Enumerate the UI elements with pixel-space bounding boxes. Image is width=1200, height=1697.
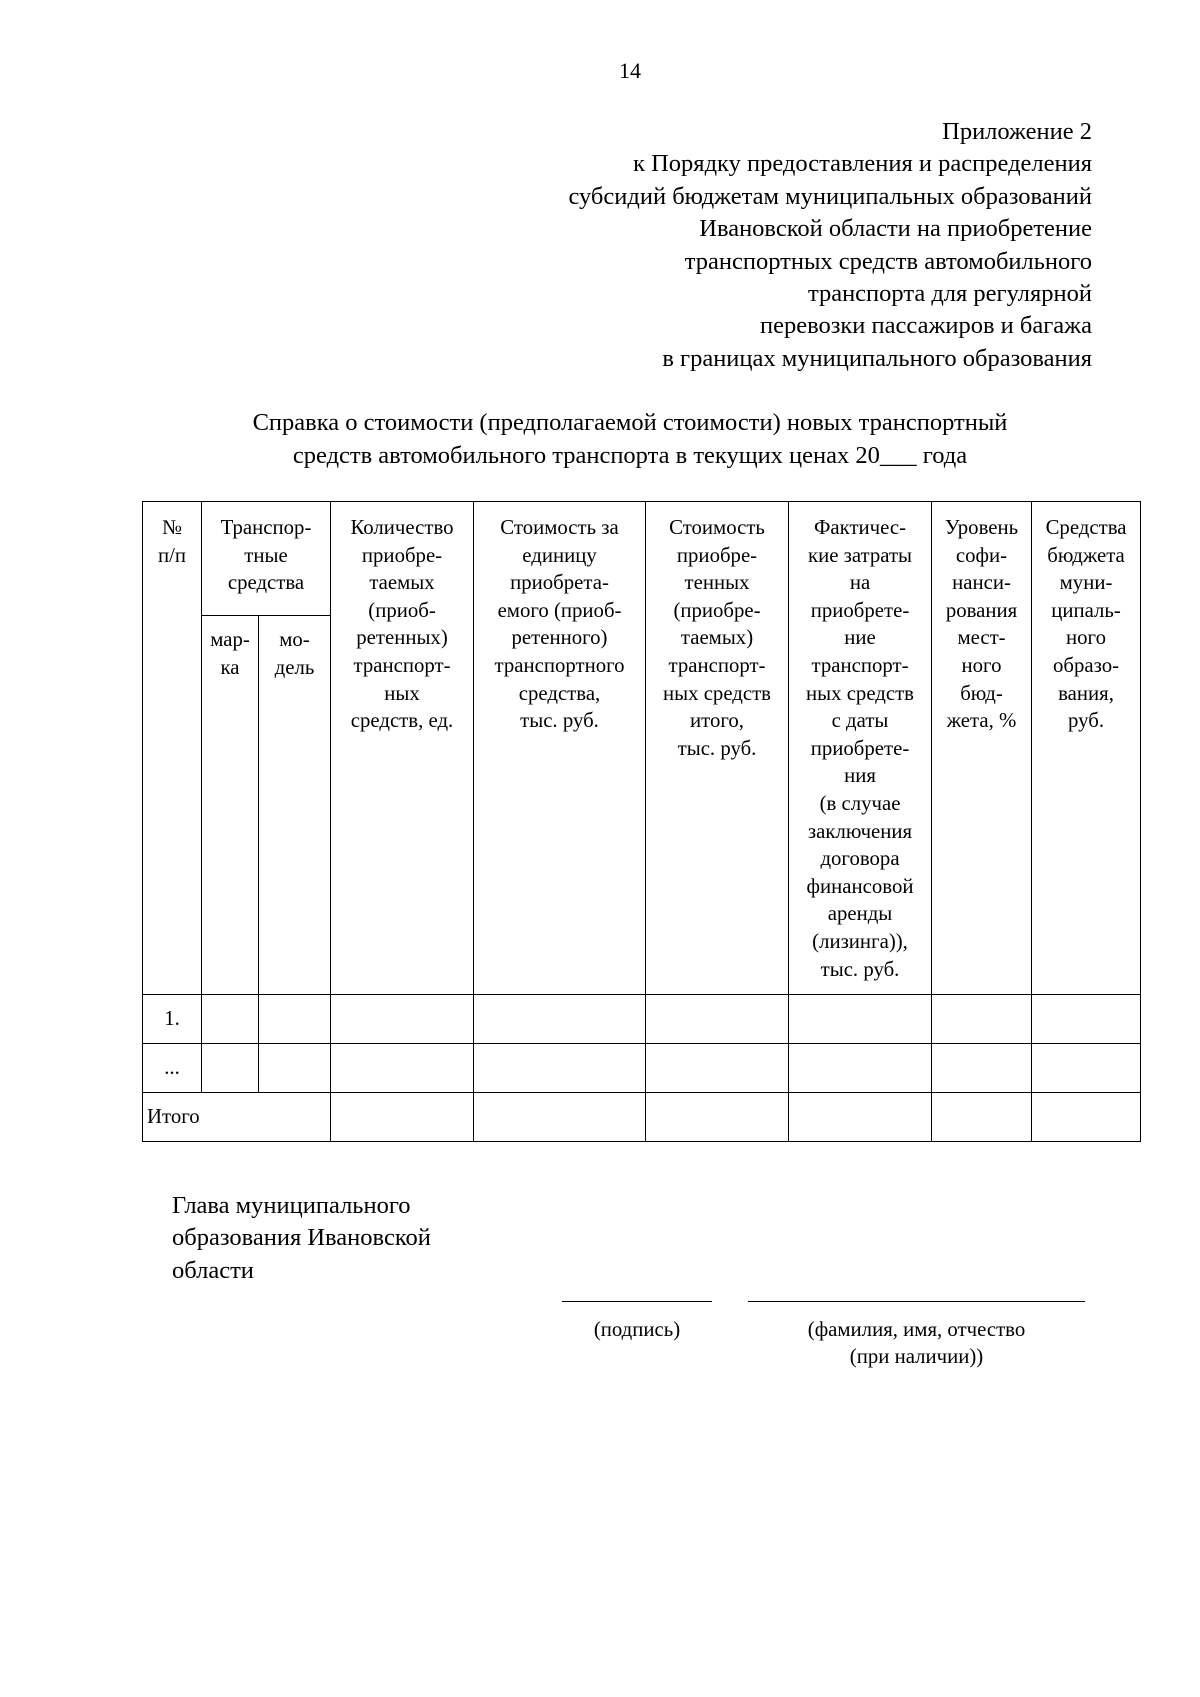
document-title <box>0 406 1200 472</box>
appendix-header <box>568 116 1092 375</box>
header-total-cost: Стоимость приобре- тенных (приобре- таемых) транспорт- ных средств итого, тыс. руб. <box>646 502 789 995</box>
signer-line: Глава муниципального <box>172 1192 411 1219</box>
signer-line: образования Ивановской <box>172 1224 431 1252</box>
table-cell <box>1032 995 1141 1044</box>
table-cell <box>789 1044 932 1093</box>
table-cell <box>259 995 331 1044</box>
table-cell <box>1032 1044 1141 1093</box>
total-row <box>143 1093 1141 1142</box>
table-cell <box>202 1044 259 1093</box>
header-quantity: Количество приобре- таемых (приоб- ретенных) транспорт- ных средств, ед. <box>331 502 474 995</box>
table-cell <box>474 1093 646 1142</box>
appendix-line: к Порядку предоставления и распределения <box>633 150 1092 178</box>
table-cell <box>646 995 789 1044</box>
table-cell <box>474 1044 646 1093</box>
table-cell <box>789 995 932 1044</box>
signer-line: области <box>172 1256 254 1284</box>
signer-title <box>172 1190 431 1287</box>
title-line: средств автомобильного транспорта в текущих ценах 20___ года <box>292 442 968 469</box>
table-row <box>143 1044 1141 1093</box>
table-cell <box>646 1044 789 1093</box>
table-cell <box>331 995 474 1044</box>
signature-hint: (подпись) <box>593 1318 681 1341</box>
header-unit-cost: Стоимость за единицу приобрета- емого (приоб- ретенного) транспортного средства, тыс. руб. <box>474 502 646 995</box>
page-number: 14 <box>619 58 641 83</box>
name-hint: (фамилия, имя, отчество (при наличии)) <box>807 1318 1026 1368</box>
appendix-line: транспорта для регулярной <box>807 280 1092 308</box>
table-cell <box>474 995 646 1044</box>
title-line: Справка о стоимости (предполагаемой стоимости) новых транспортный <box>252 409 1008 436</box>
name-line <box>748 1301 1085 1302</box>
header-model: мо- дель <box>259 616 331 995</box>
appendix-line: Приложение 2 <box>942 118 1092 145</box>
table-cell <box>202 995 259 1044</box>
table-cell <box>1032 1093 1141 1142</box>
table-cell <box>646 1093 789 1142</box>
cost-report-table <box>142 501 1141 1142</box>
table-cell <box>331 1044 474 1093</box>
header-num: № п/п <box>143 502 202 995</box>
table-cell <box>331 1093 474 1142</box>
appendix-line: Ивановской области на приобретение <box>699 215 1092 243</box>
appendix-line: субсидий бюджетам муниципальных образований <box>568 182 1092 210</box>
header-brand: мар- ка <box>202 616 259 995</box>
signature-line <box>562 1301 712 1302</box>
appendix-line: перевозки пассажиров и багажа <box>759 312 1092 340</box>
total-label: Итого <box>143 1093 331 1142</box>
header-cofinancing: Уровень софи- нанси- рования мест- ного бюд- жета, % <box>932 502 1032 995</box>
header-municipal-funds: Средства бюджета муни- ципаль- ного образо- вания, руб. <box>1032 502 1141 995</box>
header-vehicles: Транспор- тные средства <box>202 502 331 616</box>
table-row <box>143 995 1141 1044</box>
table-cell <box>932 1044 1032 1093</box>
table-cell <box>932 995 1032 1044</box>
appendix-line: в границах муниципального образования <box>662 344 1092 372</box>
row-number: 1. <box>143 995 202 1044</box>
row-number: ... <box>143 1044 202 1093</box>
appendix-line: транспортных средств автомобильного <box>684 247 1092 275</box>
header-actual-costs: Фактичес- кие затраты на приобрете- ние транспорт- ных средств с даты приобрете- ния (в случае заключения договора финансовой аренды (лизинга)), тыс. руб. <box>789 502 932 995</box>
table-cell <box>259 1044 331 1093</box>
table-cell <box>932 1093 1032 1142</box>
table-cell <box>789 1093 932 1142</box>
